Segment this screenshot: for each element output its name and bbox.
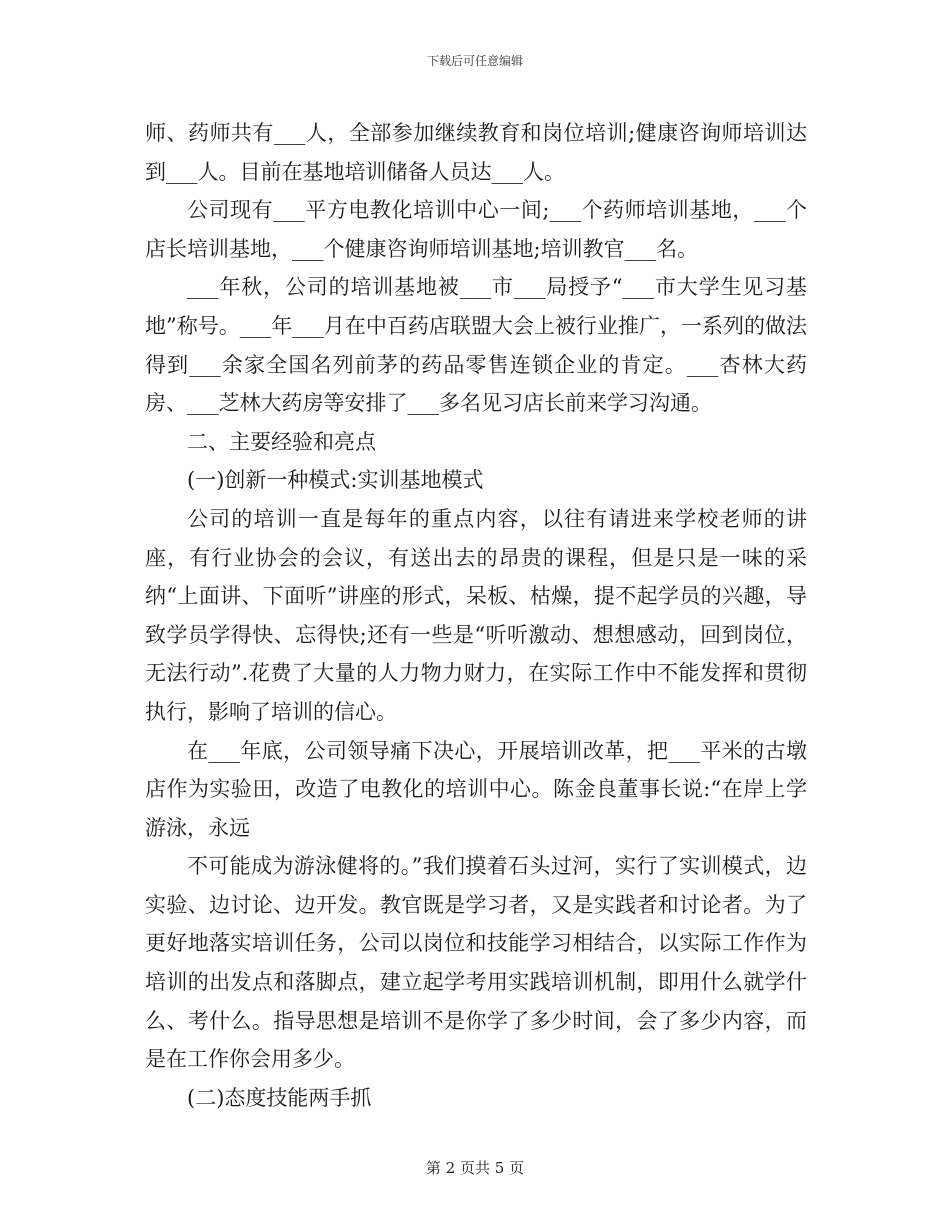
subsection-heading-1: (一)创新一种模式:实训基地模式 [187, 468, 484, 493]
paragraph-4: 公司的培训一直是每年的重点内容，以往有请进来学校老师的讲座，有行业协会的会议，有送出去的昂贵的课程，但是只是一味的采纳“上面讲、下面听”讲座的形式，呆板、枯燥，提不起学员的兴趣，导致学员学得快、忘得快;还有一些是“听听激动、想想感动，回到岗位，无法行动”.花费了大量的人力物力财力，在实际工作中不能发挥和贯彻执行，影响了培训的信心。 [145, 506, 807, 724]
paragraph-6: 不可能成为游泳健将的。”我们摸着石头过河，实行了实训模式，边实验、边讨论、边开发。教官既是学习者，又是实践者和讨论者。为了更好地落实培训任务，公司以岗位和技能学习相结合，以实际工作作为培训的出发点和落脚点，建立起学考用实践培训机制，即用什么就学什么、考什么。指导思想是培训不是你学了多少时间，会了多少内容，而是在工作你会用多少。 [145, 854, 807, 1072]
paragraph-3: ___年秋，公司的培训基地被___市___局授予“___市大学生见习基地”称号。___年___月在中百药店联盟大会上被行业推广，一系列的做法得到___余家全国名列前茅的药品零售连锁企业的肯定。___杏林大药房、___芝林大药房等安排了___多名见习店长前来学习沟通。 [145, 275, 807, 416]
paragraph-1: 师、药师共有___人，全部参加继续教育和岗位培训;健康咨询师培训达到___人。目前在基地培训储备人员达___人。 [145, 121, 807, 184]
document-body [145, 114, 807, 1117]
section-heading-2: 二、主要经验和亮点 [187, 429, 376, 454]
paragraph-5: 在___年底，公司领导痛下决心，开展培训改革，把___平米的古墩店作为实验田，改造了电教化的培训中心。陈金良董事长说:“在岸上学游泳，永远 [145, 738, 807, 840]
paragraph-2: 公司现有___平方电教化培训中心一间;___个药师培训基地，___个店长培训基地，___个健康咨询师培训基地;培训教官___名。 [145, 198, 807, 261]
page-footer: 第 2 页共 5 页 [425, 1159, 525, 1177]
subsection-heading-2: (二)态度技能两手抓 [187, 1085, 372, 1110]
page-header: 下载后可任意编辑 [426, 54, 523, 68]
